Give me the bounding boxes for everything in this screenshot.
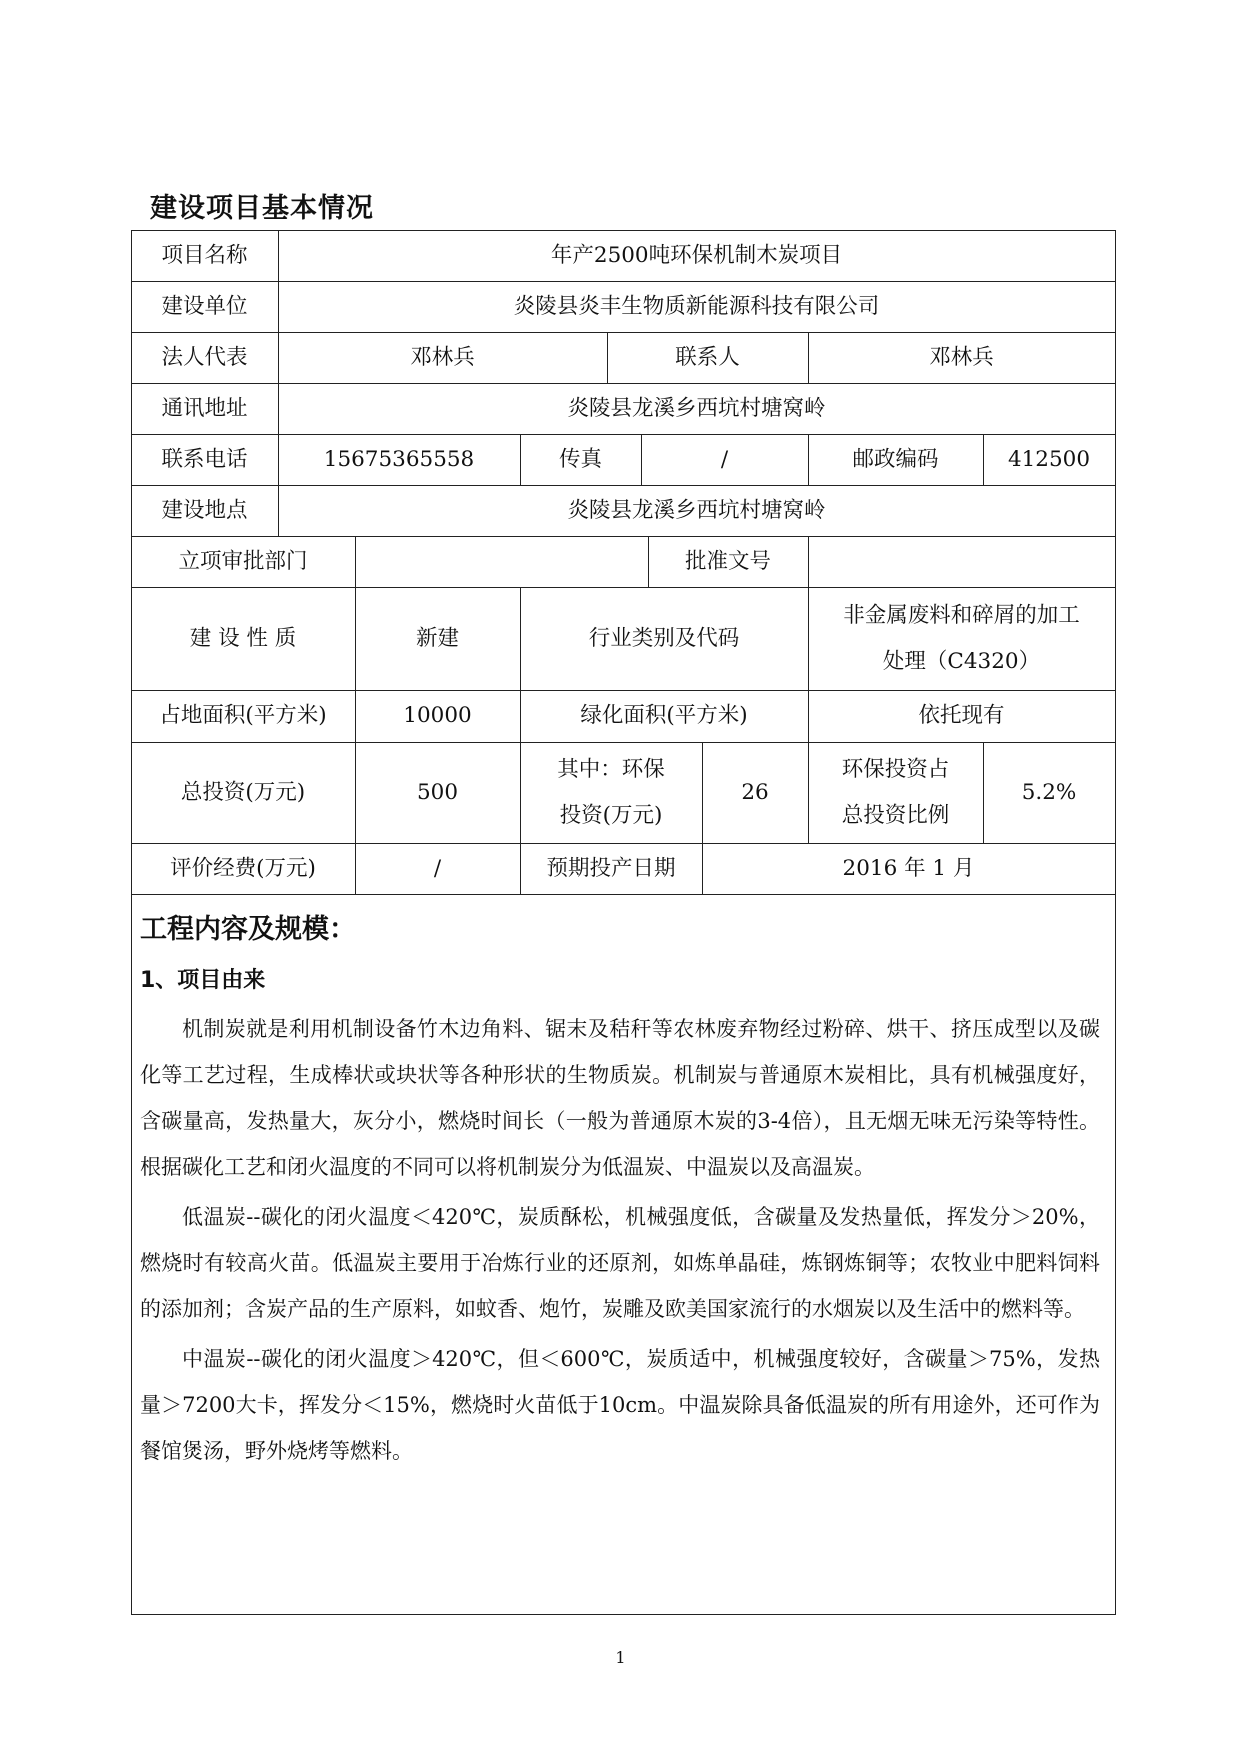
approval-no-label: 批准文号	[684, 548, 771, 574]
builder-label: 建设单位	[161, 293, 248, 319]
legal-rep-label: 法人代表	[161, 344, 248, 370]
project-name-label: 项目名称	[161, 242, 248, 268]
fax-value: /	[720, 446, 729, 472]
invest-value: 500	[416, 779, 459, 805]
eval-fee-value: /	[433, 855, 442, 881]
content-heading: 工程内容及规模：	[140, 914, 356, 945]
env-invest-label	[520, 742, 702, 843]
start-date-label: 预期投产日期	[546, 855, 676, 881]
project-name-value: 年产2500吨环保机制木炭项目	[550, 242, 843, 268]
industry-label: 行业类别及代码	[588, 625, 740, 651]
contact-value: 邓林兵	[929, 344, 994, 370]
site-value: 炎陵县龙溪乡西坑村塘窝岭	[567, 497, 826, 523]
address-label: 通讯地址	[161, 395, 248, 421]
eval-fee-label: 评价经费(万元)	[170, 855, 316, 881]
area-label: 占地面积(平方米)	[159, 703, 327, 728]
contact-label: 联系人	[675, 344, 740, 370]
approval-dept-value	[355, 536, 648, 587]
area-value: 10000	[403, 703, 472, 728]
approval-no-value	[808, 536, 1115, 587]
nature-value: 新建	[415, 625, 459, 651]
page-title: 建设项目基本情况	[150, 193, 374, 224]
env-ratio-value: 5.2%	[1021, 779, 1077, 805]
page-number: 1	[615, 1648, 626, 1667]
paragraph: 机制炭就是利用机制设备竹木边角料、锯末及秸秆等农林废弃物经过粉碎、烘干、挤压成型以及碳化等工艺过程，生成棒状或块状等各种形状的生物质炭。机制炭与普通原木炭相比，具有机械强度好，含碳量高，发热量大，灰分小，燃烧时间长（一般为普通原木炭的3-4倍），且无烟无味无污染等特性。根据碳化工艺和闭火温度的不同可以将机制炭分为低温炭、中温炭以及高温炭。	[140, 1017, 1100, 1179]
site-label: 建设地点	[161, 497, 248, 523]
phone-value: 15675365558	[323, 446, 475, 472]
address-value: 炎陵县龙溪乡西坑村塘窝岭	[567, 395, 826, 421]
nature-label: 建 设 性 质	[189, 625, 297, 651]
env-invest-label-line1: 其中：环保	[557, 756, 665, 782]
invest-label: 总投资(万元)	[180, 779, 306, 805]
env-invest-label-line2: 投资(万元)	[559, 802, 663, 828]
postcode-label: 邮政编码	[852, 446, 939, 472]
fax-label: 传真	[558, 446, 602, 472]
start-date-value: 2016 年 1 月	[842, 855, 975, 881]
content-subheading: 1、项目由来	[140, 968, 266, 993]
industry-value-line1: 非金属废料和碎屑的加工	[843, 602, 1080, 628]
paragraph: 中温炭--碳化的闭火温度＞420℃，但＜600℃，炭质适中，机械强度较好，含碳量＞75%，发热量＞7200大卡，挥发分＜15%，燃烧时火苗低于10cm。中温炭除具备低温炭的所有用途外，还可作为餐馆煲汤，野外烧烤等燃料。	[140, 1347, 1100, 1463]
paragraph: 低温炭--碳化的闭火温度＜420℃，炭质酥松，机械强度低，含碳量及发热量低，挥发分＞20%，燃烧时有较高火苗。低温炭主要用于冶炼行业的还原剂，如炼单晶硅，炼钢炼铜等；农牧业中肥料饲料的添加剂；含炭产品的生产原料，如蚊香、炮竹，炭雕及欧美国家流行的水烟炭以及生活中的燃料等。	[140, 1205, 1100, 1321]
green-value: 依托现有	[918, 703, 1005, 728]
phone-label: 联系电话	[161, 446, 248, 472]
project-content	[140, 903, 1100, 1478]
env-invest-value: 26	[741, 779, 769, 805]
industry-value	[808, 587, 1115, 690]
green-label: 绿化面积(平方米)	[580, 703, 748, 728]
builder-value: 炎陵县炎丰生物质新能源科技有限公司	[513, 293, 880, 319]
env-ratio-label-line1: 环保投资占	[841, 756, 950, 782]
legal-rep-value: 邓林兵	[410, 344, 475, 370]
industry-value-line2: 处理（C4320）	[882, 648, 1041, 674]
env-ratio-label-line2: 总投资比例	[841, 802, 950, 828]
postcode-value: 412500	[1007, 446, 1091, 472]
approval-dept-label: 立项审批部门	[178, 548, 308, 574]
env-ratio-label	[808, 742, 983, 843]
